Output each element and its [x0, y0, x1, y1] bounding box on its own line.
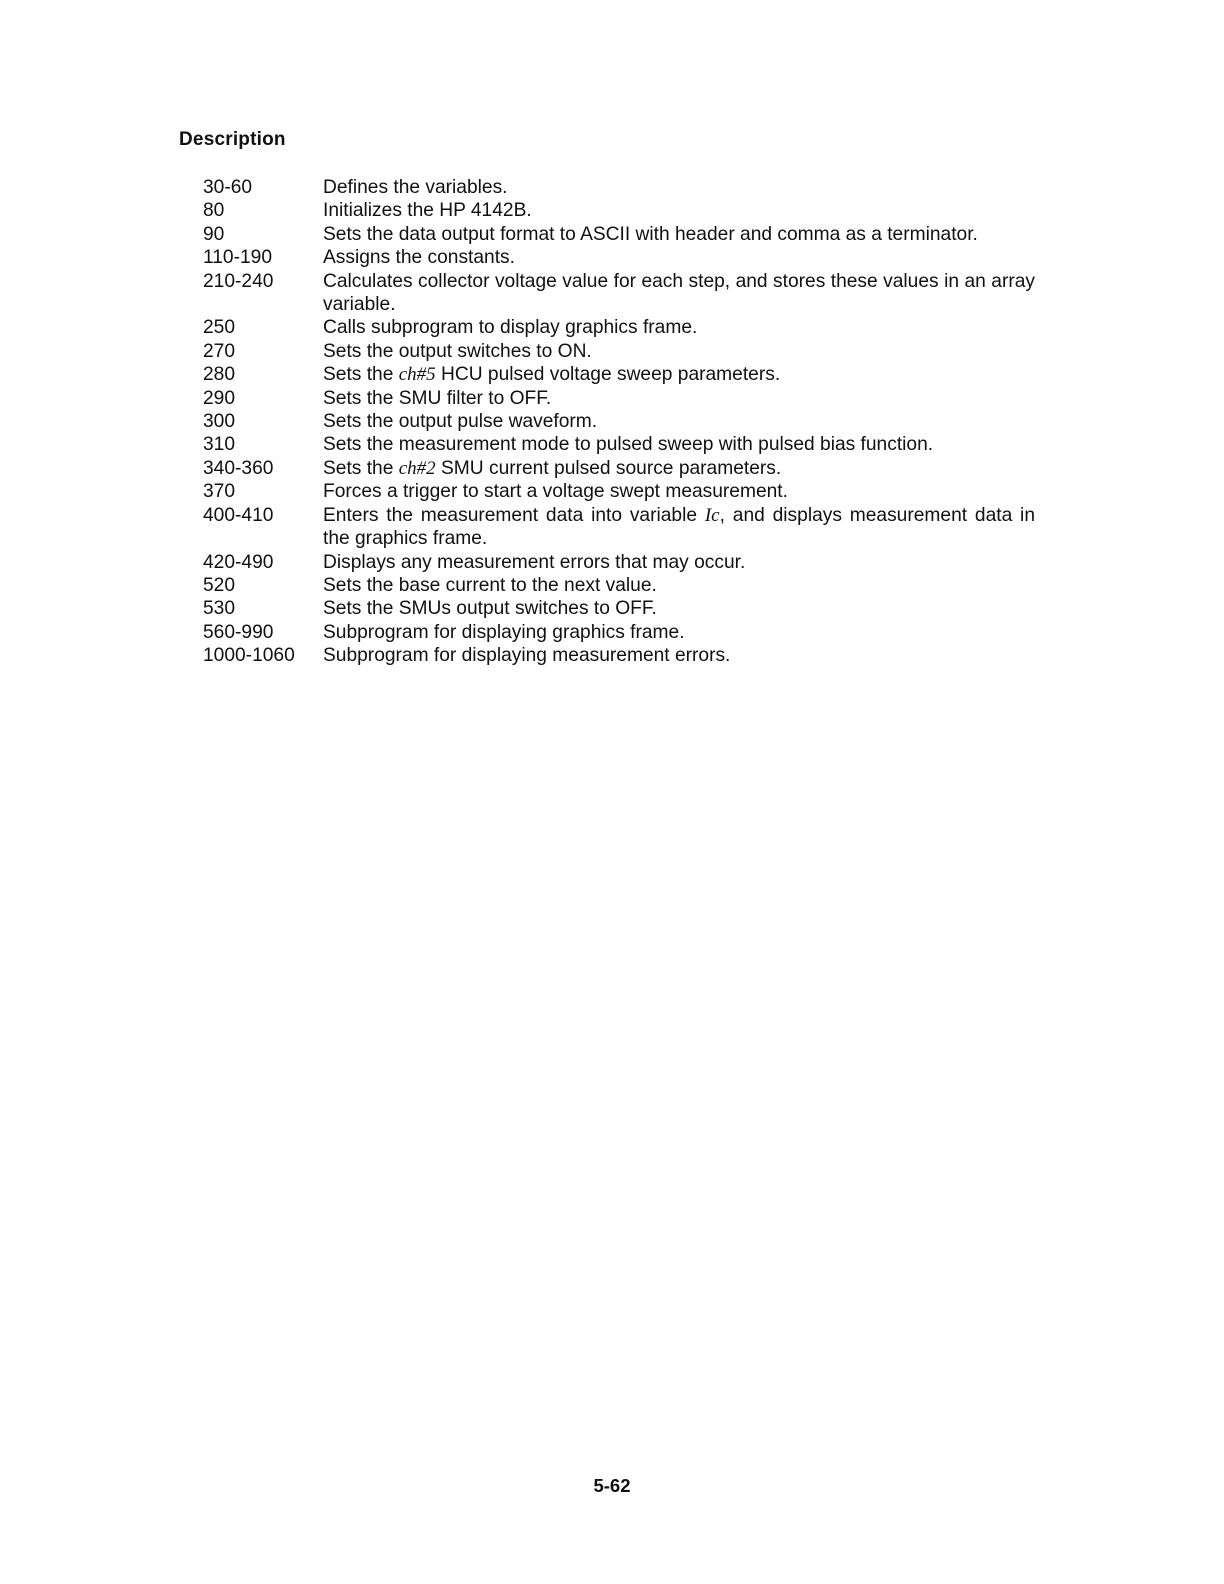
list-item: [203, 551, 1035, 574]
list-item: [203, 574, 1035, 597]
line-range: 340-360: [203, 457, 274, 479]
list-item: [203, 199, 1035, 222]
list-item: [203, 270, 1035, 317]
list-item: [203, 480, 1035, 503]
list-item: [203, 363, 1035, 386]
line-range: 280: [203, 364, 236, 386]
variable-name: ch#2: [398, 457, 436, 479]
line-description: Calculates collector voltage value for each step, and stores these values in an array variable.: [323, 270, 1035, 316]
line-description: Sets the SMU filter to OFF.: [323, 387, 552, 409]
line-description: Sets the output switches to ON.: [323, 340, 592, 362]
list-item: [203, 433, 1035, 456]
line-description: Subprogram for displaying measurement errors.: [323, 645, 731, 667]
list-item: [203, 340, 1035, 363]
line-range: 530: [203, 598, 236, 620]
description-list: [203, 176, 1035, 668]
variable-name: Ic: [704, 504, 720, 526]
line-description: Initializes the HP 4142B.: [323, 200, 532, 222]
line-description: [323, 504, 1035, 551]
line-range: 90: [203, 223, 225, 245]
list-item: [203, 387, 1035, 410]
line-description: Sets the base current to the next value.: [323, 574, 657, 596]
line-range: 270: [203, 340, 236, 362]
description-text: SMU current pulsed source parameters.: [435, 457, 782, 479]
description-text: Enters the measurement data into variable: [323, 504, 705, 526]
line-range: 80: [203, 200, 225, 222]
line-range: 110-190: [203, 247, 272, 269]
description-text: Sets the: [323, 364, 399, 386]
line-range: 210-240: [203, 270, 274, 292]
line-range: 400-410: [203, 504, 274, 526]
list-item: [203, 504, 1035, 551]
list-item: [203, 410, 1035, 433]
line-description: Sets the measurement mode to pulsed sweep with pulsed bias function.: [323, 434, 934, 456]
list-item: [203, 621, 1035, 644]
list-item: [203, 246, 1035, 269]
line-description: Sets the SMUs output switches to OFF.: [323, 598, 657, 620]
list-item: [203, 457, 1035, 480]
line-description: Assigns the constants.: [323, 247, 515, 269]
list-item: [203, 316, 1035, 339]
line-range: 30-60: [203, 177, 253, 198]
line-range: 300: [203, 411, 236, 433]
list-item: [203, 597, 1035, 620]
line-description: Calls subprogram to display graphics frame.: [323, 317, 698, 339]
line-description: [323, 457, 1035, 480]
line-description: Sets the data output format to ASCII with header and comma as a terminator.: [323, 223, 978, 245]
description-text: HCU pulsed voltage sweep parameters.: [435, 364, 781, 386]
line-range: 290: [203, 387, 236, 409]
line-range: 1000-1060: [203, 645, 295, 667]
line-description: [323, 363, 1035, 386]
line-range: 310: [203, 434, 236, 456]
line-description: Defines the variables.: [323, 177, 508, 198]
page-number: 5-62: [593, 1475, 631, 1496]
list-item: [203, 176, 1035, 199]
line-description: Forces a trigger to start a voltage swept measurement.: [323, 481, 788, 503]
line-range: 370: [203, 481, 236, 503]
description-text: Sets the: [323, 457, 399, 479]
section-heading: Description: [179, 129, 286, 150]
line-range: 560-990: [203, 621, 274, 643]
list-item: [203, 644, 1035, 667]
variable-name: ch#5: [398, 364, 436, 386]
line-range: 520: [203, 574, 236, 596]
line-description: Displays any measurement errors that may occur.: [323, 551, 746, 573]
line-range: 250: [203, 317, 236, 339]
line-description: Sets the output pulse waveform.: [323, 411, 598, 433]
list-item: [203, 223, 1035, 246]
line-range: 420-490: [203, 551, 274, 573]
description-text: , and displays measurement data in the graphics frame.: [323, 504, 1035, 550]
line-description: Subprogram for displaying graphics frame.: [323, 621, 685, 643]
